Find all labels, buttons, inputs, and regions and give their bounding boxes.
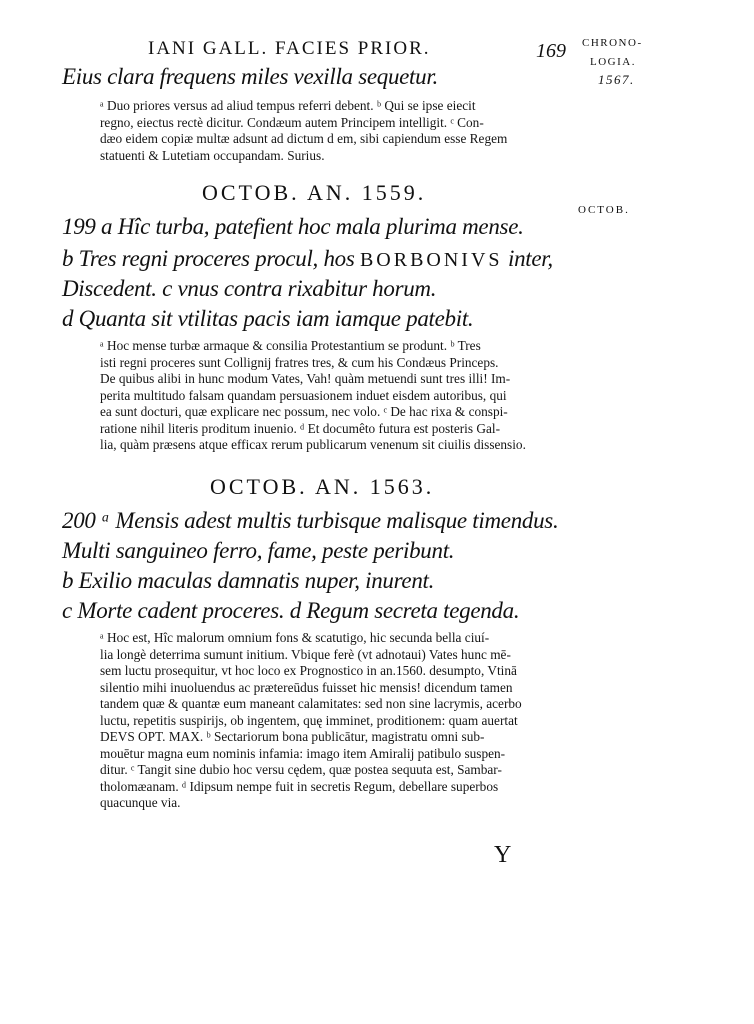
margin-octob: OCTOB.: [578, 204, 630, 216]
verse-text: b Tres regni proceres procul, hos: [62, 246, 355, 271]
note-line: sem luctu prosequitur, vt hoc loco ex Prognostico in an.1560. desumpto, Vtinā: [100, 663, 517, 678]
note-line: lia longè deterrima sumunt initium. Vbique ferè (vt adnotaui) Vates hunc mē-: [100, 646, 511, 662]
margin-chronologia-2: LOGIA.: [590, 56, 636, 68]
note-line: statuenti & Lutetiam occupandam. Surius.: [100, 147, 325, 163]
section-title-1563: OCTOB. AN. 1563.: [210, 474, 435, 499]
top-note: [100, 98, 580, 164]
note-line: isti regni proceres sunt Collignij fratres tres, & cum his Condæus Princeps.: [100, 354, 499, 370]
page-number: 169: [536, 40, 566, 62]
note-line: De quibus alibi in hunc modum Vates, Vah! quàm metuendi sunt tres illi! Im-: [100, 371, 511, 386]
note-line: luctu, repetitis suspirijs, ob ingentem, quę imminet, proditionem: quam auertat: [100, 712, 518, 728]
verse-199-2: [62, 246, 553, 272]
note-line: dæo eidem copiæ multæ adsunt ad dictum d em, sibi capiendum esse Regem: [100, 131, 508, 146]
verse-199-1: 199 a Hîc turba, patefient hoc mala plurima mense.: [62, 214, 524, 239]
verse-smallcaps: BORBONIVS: [359, 249, 503, 271]
note-line: DEVS OPT. MAX. ᵇ Sectariorum bona publicātur, magistratu omni sub-: [100, 729, 485, 744]
margin-year: 1567.: [598, 72, 635, 87]
note-1563: [100, 630, 580, 812]
note-line: lia, quàm præsens atque efficax rerum publicarum venenum sit ciuilis dissensio.: [100, 437, 526, 452]
note-line: tholomæanam. ᵈ Idipsum nempe fuit in secretis Regum, debellare superbos: [100, 778, 499, 794]
note-line: ditur. ᶜ Tangit sine dubio hoc versu cędem, quæ postea sequuta est, Sambar-: [100, 762, 502, 777]
verse-200-3: b Exilio maculas damnatis nuper, inurent.: [62, 568, 435, 593]
section-title-1559: OCTOB. AN. 1559.: [202, 180, 427, 205]
note-1559: [100, 338, 580, 454]
verse-200-4: c Morte cadent proceres. d Regum secreta tegenda.: [62, 598, 520, 623]
note-line: silentio mihi inuoluendus ac prætereūdus fuisset hic mensis! dicendum tamen: [100, 679, 513, 695]
note-line: tandem quæ & quantæ eum maneant calamitates: sed non sine lacrymis, acerbo: [100, 696, 522, 711]
verse-199-3: Discedent. c vnus contra rixabitur horum.: [62, 276, 437, 301]
note-line: ea sunt docturi, quæ explicare nec possum, nec volo. ᶜ De hac rixa & conspi-: [100, 404, 508, 419]
note-line: ᵃ Hoc mense turbæ armaque & consilia Protestantium se produnt. ᵇ Tres: [100, 338, 481, 353]
note-line: regno, eiectus rectè dicitur. Condæum autem Principem intelligit. ᶜ Con-: [100, 114, 484, 130]
note-line: mouētur magna eum nominis infamia: imago item Amiralij patibulo suspen-: [100, 745, 506, 761]
margin-chronologia-1: CHRONO-: [582, 37, 643, 49]
note-line: ᵃ Hoc est, Hîc malorum omnium fons & scatutigo, hic secunda bella ciuí-: [100, 630, 490, 645]
signature-mark: Y: [494, 842, 512, 868]
verse-text-end: inter,: [507, 246, 553, 271]
running-title: IANI GALL. FACIES PRIOR.: [148, 38, 431, 59]
top-verse: Eius clara frequens miles vexilla sequetur.: [62, 64, 438, 89]
note-line: quacunque via.: [100, 795, 181, 810]
verse-200-2: Multi sanguineo ferro, fame, peste peribunt.: [62, 538, 455, 563]
note-line: ratione nihil literis proditum inuenio. ᵈ Et documêto futura est posteris Gal-: [100, 420, 501, 436]
note-line: ᵃ Duo priores versus ad aliud tempus referri debent. ᵇ Qui se ipse eiecit: [100, 98, 476, 113]
note-line: perita multitudo falsam quandam persuasionem induet eisdem autoribus, qui: [100, 387, 507, 403]
verse-199-4: d Quanta sit vtilitas pacis iam iamque patebit.: [62, 306, 474, 331]
verse-200-1: 200 ᵃ Mensis adest multis turbisque malisque timendus.: [62, 508, 559, 533]
